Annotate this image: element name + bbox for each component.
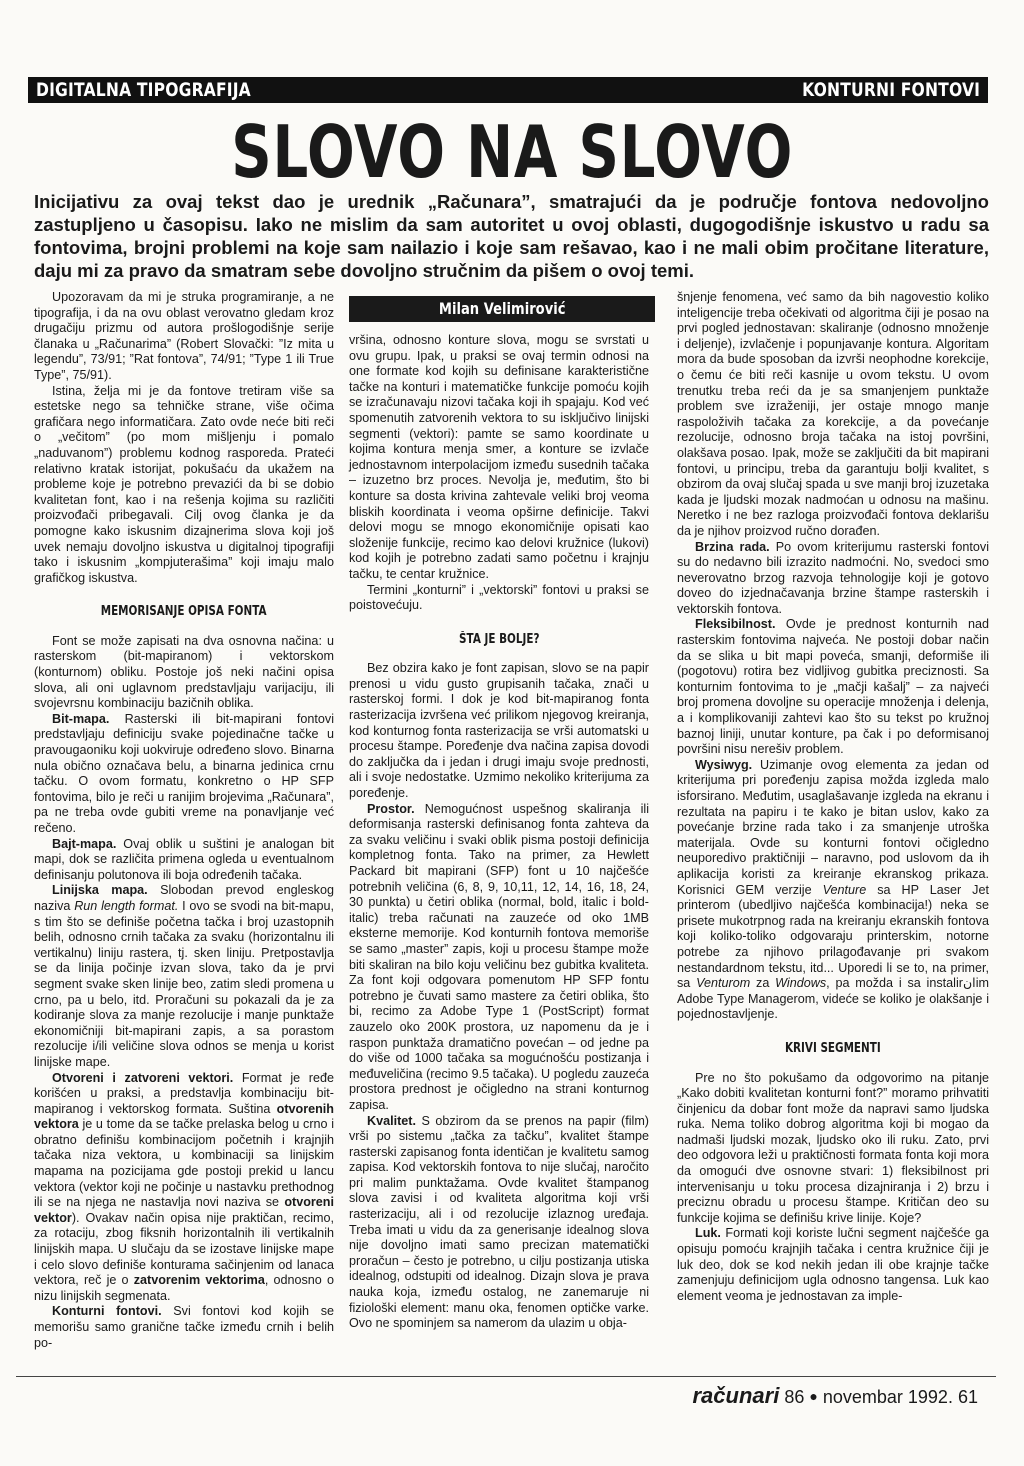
topic-label: KONTURNI FONTOVI <box>801 79 980 101</box>
article-title: SLOVO NA SLOVO <box>231 110 793 194</box>
paragraph: Bez obzira kako je font zapisan, slovo se na papir prenosi u vidu gusto grupisanih tačaka, znači u rasterskoj formi. I dok je kod bit-mapiranog fonta rasterizacija izvršena već prilikom njegovog kreiranja, kod konturnog fonta rasterizacija se vrši automatski u procesu štampe. Poređenje dva načina zapisa dovodi do zaključka da i jedan i drugi imaju svoje prednosti, ali i svoje nedostatke. Uzmimo nekoliko kriterijuma za poređenje. <box>349 661 649 801</box>
paragraph: Bajt-mapa. Ovaj oblik u suštini je analogan bit mapi, dok se različita primena ogleda u eventualnom definisanju polutonova ili boja određenih tačaka. <box>34 836 334 882</box>
issue-number: 86 <box>784 1387 805 1407</box>
section-heading: ŠTA JE BOLJE? <box>458 631 540 647</box>
author-byline: Milan Velimirović <box>349 296 655 322</box>
section-heading: MEMORISANJE OPISA FONTA <box>101 604 267 620</box>
paragraph: Font se može zapisati na dva osnovna načina: u rasterskom (bit-mapiranom) i vektorskom (konturnom) obliku. Postoje još neki načini opisa slova, ali oni uglavnom predstavljaju varijaciju, ili svojevrsnu kombinaciju bazičnih oblika. <box>34 633 334 711</box>
paragraph: Bit-mapa. Rasterski ili bit-mapirani fontovi predstavljaju definiciju svake pojedinačne tačke u pravougaoniku koji uokviruje određeno slovo. Binarna nula obično označava belu, a binarna jedinica crnu tačku. O ovom formatu, konkretno o HP SFP fontovima, bilo je reči u ranijim brojevima „Računara”, pa ne treba ovde gubiti vreme na ponavljanje već rečeno. <box>34 711 334 835</box>
article-lead: Inicijativu za ovaj tekst dao je urednik „Računara”, smatrajući da je područje fontova nedovoljno zastupljeno u časopisu. Iako ne mislim da sam autoritet u ovoj oblasti, dugogodišnje iskustvo u radu sa fontovima, brojni problemi na koje sam nailazio i koje sam rešavao, kao i ne mali obim pročitane literature, daju mi za pravo da smatram sebe dovoljno stručnim da pišem o ovoj temi. <box>34 191 989 281</box>
paragraph: Kvalitet. S obzirom da se prenos na papir (film) vrši po sistemu „tačka za tačku”, kvalitet štampe rasterski zapisanog fonta identičan je kvalitetu samog zapisa. Kod vektorskih fontova to nije slučaj, naročito pri malim punktažama. Ovde kvalitet štampanog slova zavisi i od kvaliteta algoritma koji vrši rasterizaciju, ali i od rezolucije izlaznog uređaja. Treba imati u vidu da za generisanje idealnog slova nije dovoljno imati samo precizan matematički proračun – često je potrebno, u cilju postizanja utiska idealnog, odstupiti od idealnog. Dizajn slova je prava nauka koja, između ostalog, ne zanemaruje ni fiziološki element: manu oka, fenomen optičke varke. Ovo ne spominjem sa namerom da ulazim u obja- <box>349 1113 649 1331</box>
column-1 <box>34 290 334 1351</box>
magazine-logo: računari <box>692 1383 780 1408</box>
paragraph: vršina, odnosno konture slova, mogu se svrstati u ovu grupu. Ipak, u praksi se ovaj termin odnosi na one formate kod kojih su definisane karakteristične tačke na konturi i matematičke funkcije pomoću kojih se izračunavaju nizovi tačaka koji ih spajaju. Kod već spomenutih zatvorenih vektora to su isključivo linijski segmenti (vektori): pamte se samo koordinate u kojima kontura menja smer, a konture se izvlače jednostavnom interpolacijom između susednih tačaka – izuzetno brz proces. Nevolja je, međutim, što bi konture sa dosta krivina zahtevale veliki broj veoma bliskih koordinata i veoma opširne definicije. Takvi delovi mogu se mnogo ekonomičnije opisati kao složenije funkcije, recimo kao delovi kružnice (lukovi) kod kojih je potrebno zadati samo početnu i krajnju tačku, te centar kružnice. <box>349 333 649 581</box>
footer-rule <box>16 1376 996 1377</box>
paragraph: Termini „konturni” i „vektorski” fontovi u praksi se poistovećuju. <box>349 582 649 613</box>
paragraph: Istina, želja mi je da fontove tretiram više sa estetske nego sa tehničke strane, više očima grafičara nego informatičara. Zato ovde neće biti reči o „večitom” (po mom mišljenju i pomalo „naduvanom”) problemu kodnog rasporeda. Prateći relativno kratak istorijat, pokušaću da ukažem na probleme koje je potrebno prevazići da bi se dobio kvalitetan font, kao i na rešenja kojima su različiti proizvođači pribegavali. Cilj ovog članka je da pomogne kako iskusnim dizajnerima slova koji još uvek nemaju dovoljno iskustva u digitalnoj tipografiji tako i iskusnim „kompjuterašima” koji imaju malo grafičkog iskustva. <box>34 383 334 585</box>
paragraph: Prostor. Nemogućnost uspešnog skaliranja ili deformisanja rasterski definisanog fonta zahteva da za svaku veličinu i svaki oblik pisma postoji definicija kompletnog fonta. Tako na primer, za Hewlett Packard bit mapirani (SFP) font u 10 najčešće potrebnih veličina (6, 8, 9, 10,11, 12, 14, 16, 18, 24, 30 punkta) u četiri oblika (normal, bold, italic i bold-italic) treba računati na zauzeće od oko 1MB eksterne memorije. Kod konturnih fontova memoriše se samo „master” zapis, koji u procesu štampe može biti skaliran na bilo koju veličinu bez gubitka kvaliteta. Za font koji odgovara pomenutom HP SFP fontu potrebno je čuvati samo mastere za četiri oblika, što bi, recimo za Adobe Type 1 (PostScript) format zauzelo oko 200K prostora, uz napomenu da je i raspon punktaža dramatično povećan – od jedne pa do više od 1000 tačaka sa mogućnošću postizanja i međuveličina (recimo 9.5 tačaka). U pogledu zauzeća prostora prednost je očigledno na strani konturnog zapisa. <box>349 801 649 1112</box>
issue-date: novembar 1992. <box>822 1387 953 1407</box>
page-footer <box>692 1383 978 1409</box>
section-heading: KRIVI SEGMENTI <box>785 1040 881 1056</box>
paragraph: Pre no što pokušamo da odgovorimo na pitanje „Kako dobiti kvalitetan konturni font?” moramo prihvatiti činjenicu da dobar font može da napravi samo ljudska ruka. Nema toliko dobrog algoritma koji bi mogao da nadmaši ljudski mozak, ljudsko oko ili ruku. Zato, prvi deo odgovora leži u praktičnosti formata fonta koji mora da omogući dve osnovne stvari: 1) fleksibilnost pri intervenisanju u toku procesa dizajniranja i 2) brzu i preciznu obradu u procesu štampe. Kritičan deo su funkcije kojima se definišu krive linije. Koje? <box>677 1070 989 1225</box>
paragraph: Brzina rada. Po ovom kriterijumu rasterski fontovi su do nedavno bili izrazito nadmoćni. No, svedoci smo neverovatno brzog razvoja tehnologije koji je gotovo doveo do izjednačavanja brzine štampe rasterskih i vektorskih fontova. <box>677 539 989 616</box>
paragraph: Luk. Formati koji koriste lučni segment najčešće ga opisuju pomoću krajnjih tačaka i centra kružnice čiji je luk deo, dok se kod nekih jedan ili obe krajnje tačke zamenjuju definicijom ugla odnosno tangensa. Luk kao element veoma je jednostavan za imple- <box>677 1226 989 1303</box>
paragraph: Otvoreni i zatvoreni vektori. Format je ređe korišćen u praksi, a predstavlja kombinaciju bit-mapiranog i vektorskog formata. Suština otvorenih vektora je u tome da se tačke prelaska belog u crno i obratno definišu kombinacijom početnih i krajnjih tačaka niza vektora, u kombinaciji sa linijskim mapama na pozicijama gde postoji prekid u lancu vektora (vektor koji ne počinje u nastavku prethodnog ili se na njega ne nastavlja novi naziva se otvoreni vektor). Ovakav način opisa nije praktičan, recimo, za rotaciju, zbog fiksnih horizontalnih ili vertikalnih linijskih mapa. U slučaju da se izostave linijske mape i celo slovo definiše konturama sačinjenim od lanaca vektora, reč je o zatvorenim vektorima, odnosno o nizu linijskih segmenata. <box>34 1070 334 1303</box>
column-2 <box>349 333 649 1332</box>
paragraph: šnjenje fenomena, već samo da bih nagovestio koliko inteligencije treba očekivati od algoritma čiji je posao na prvi pogled jednostavan: skaliranje (odnosno množenje i deljenje), izvlačenje i popunjavanje kontura. Algoritam mora da bude sposoban da izvrši neophodne korekcije, o čemu će biti reči kasnije u ovom tekstu. U ovom trenutku treba reći da je sa smanjenjem punktaže problem sve izraženiji, jer ostaje mnogo manje raspoloživih tačaka za korekcije, a da povećanje rezolucije, odnosno broja tačaka na istoj površini, olakšava posao. Ipak, može se zaključiti da bit mapirani fontovi, u principu, treba da garantuju bolji kvalitet, s obzirom da ovaj slučaj spada u sve manji broj izuzetaka kada je ljudski mozak nadmoćan u odnosu na mašinu. Neretko i ne bez razloga proizvođači fontova deklarišu da je njihov proizvod ručno dorađen. <box>677 290 989 538</box>
page-number: 61 <box>957 1387 978 1407</box>
paragraph: Konturni fontovi. Svi fontovi kod kojih se memorišu samo granične tačke između crnih i belih po- <box>34 1304 334 1350</box>
paragraph: Fleksibilnost. Ovde je prednost konturnih nad rasterskim fontovima najveća. Ne postoji dobar način da se slika u bit mapi poveća, smanji, deformiše ili (pogotovu) rotira bez vidljivog gubitka preciznosti. Sa konturnim fontovima to je „mačji kašalj” – za najveći broj promena dovoljne su operacije množenja i delenja, a i komplikovaniji zahtevi kao što su tekst po kružnoj baznoj liniji, unutar konture, pa čak i po deformisanoj površini nisu nerešiv problem. <box>677 617 989 757</box>
paragraph: Linijska mapa. Slobodan prevod engleskog naziva Run length format. I ovo se svodi na bit-mapu, s tim što se definiše početna tačka i broj uzastopnih belih, odnosno crnih tačaka za svaku (horizontalnu ili vertikalnu) liniju rastera, tj. sken liniju. Pretpostavlja se da linija počinje izvan slova, tako da je prvi segment svake sken linije beo, zatim sledi promena u crno, pa u belo, itd. Proračuni su pokazali da je za kodiranje slova za manje rezolucije i manje punktaže ekonomičniji bit-mapirani zapis, a sa porastom rezolucije i/ili veličine slova odnos se menja u korist linijske mape. <box>34 883 334 1069</box>
bullet-icon: ● <box>809 1388 818 1404</box>
section-label: DIGITALNA TIPOGRAFIJA <box>36 79 251 101</box>
column-3 <box>677 290 989 1304</box>
paragraph: Wysiwyg. Uzimanje ovog elementa za jedan od kriterijuma pri poređenju zapisa možda izgleda malo isforsirano. Međutim, usaglašavanje izgleda na ekranu i rezultata na papiru i te kako je bitan uslov, kako za povećanje brzine rada tako i za smanjenje utroška materijala. Ovde su konturni fontovi očigledno neuporedivo praktičniji – naravno, pod uslovom da ih aplikacija koristi za kreiranje ekranskog prikaza. Korisnici GEM verzije Venture sa HP Laser Jet printerom (ubedljivo najčešća kombinacija!) neka se prisete mukotrpnog rada na kreiranju ekranskih fontova koji koliko-toliko odgovaraju printerskim, notorne potrebe za njihovo prilagođavanje pri svakom nestandardnom tekstu, itd... Uporedi li se to, na primer, sa Venturom za Windows, pa možda i sa instalirانim Adobe Type Managerom, videće se koliko je olakšanje i pojednostavljenje. <box>677 757 989 1022</box>
section-header-bar <box>28 77 988 103</box>
paragraph: Upozoravam da mi je struka programiranje, a ne tipografija, i da na ovu oblast verovatno gledam kroz drugačiju prizmu od autora prošlogodišnje serije članaka u „Računarima” (Robert Slovački: ”Iz mita u legendu”, 73/91; ”Rat fontova”, 74/91; ”Type 1 ili True Type”, 75/91). <box>34 290 334 382</box>
